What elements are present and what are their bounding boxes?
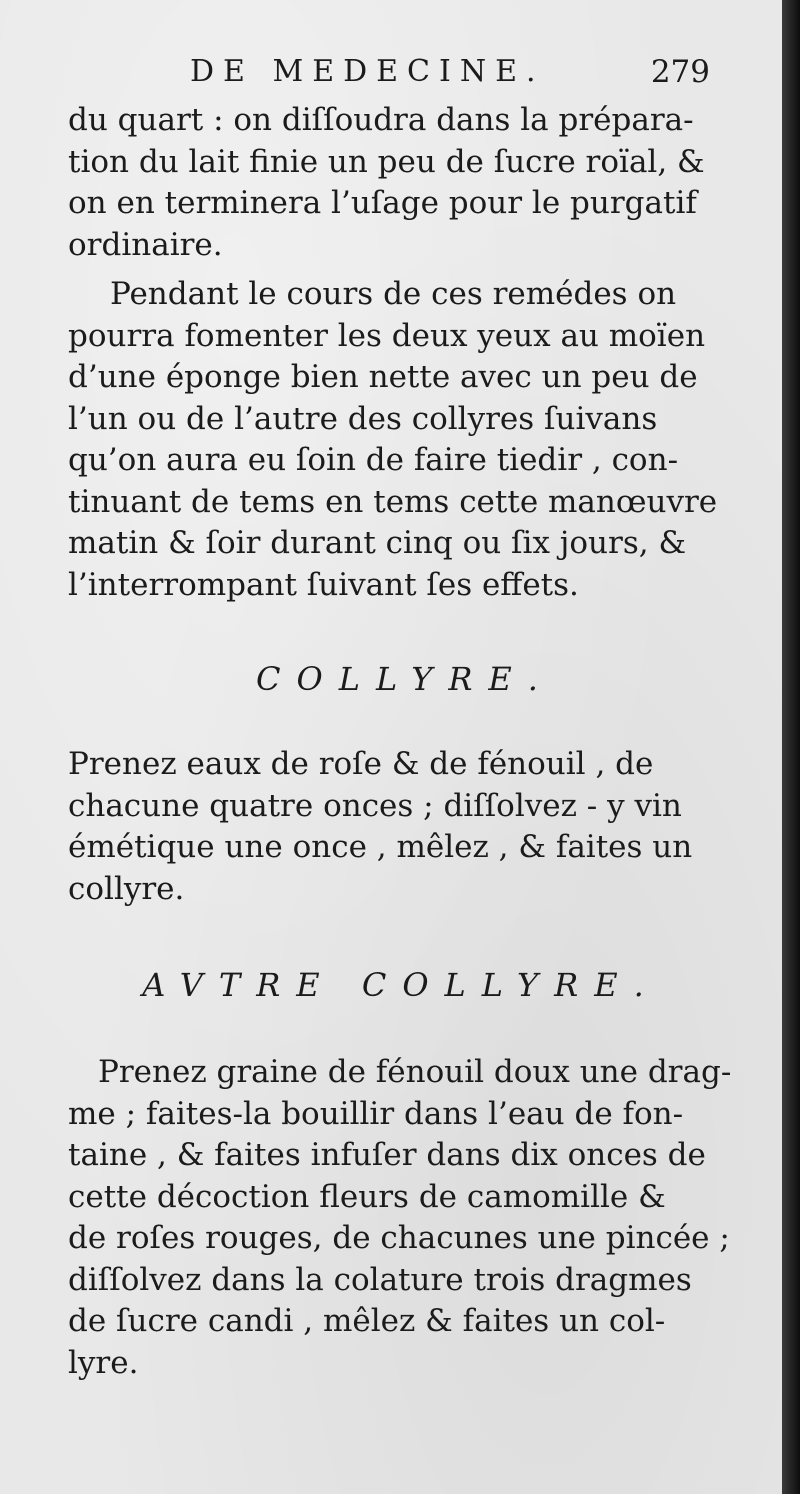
- paragraph-fomentation: [68, 274, 722, 606]
- text-line: du quart : on diſſoudra dans la prépara-: [68, 102, 694, 138]
- text-line: d’une éponge bien nette avec un peu de: [68, 359, 698, 395]
- paragraph-recipe-2: [68, 1052, 732, 1384]
- running-head: DE MEDECINE.: [190, 54, 545, 89]
- text-line: tinuant de tems en tems cette manœuvre: [68, 483, 718, 520]
- text-line: émétique une once , mêlez , & faites un: [68, 829, 693, 865]
- text-line: Prenez eaux de roſe & de fénouil , de: [68, 746, 654, 782]
- text-line: l’un ou de l’autre des collyres ſuivans: [68, 400, 658, 437]
- text-line: cette décoction fleurs de camomille &: [68, 1178, 666, 1215]
- page-text: [68, 52, 732, 1384]
- text-line: pourra fomenter les deux yeux au moïen: [68, 317, 706, 354]
- page-edge-shadow: [782, 0, 800, 1494]
- text-line: matin & ſoir durant cinq ou ſix jours, &: [68, 525, 687, 561]
- section-heading-collyre: COLLYRE.: [256, 660, 554, 698]
- text-line: de ſucre candi , mêlez & faites un col-: [68, 1303, 666, 1339]
- text-line: lyre.: [68, 1344, 139, 1381]
- text-line: de roſes rouges, de chacunes une pincée ;: [68, 1220, 730, 1256]
- text-line: Pendant le cours de ces remédes on: [110, 276, 677, 312]
- text-line: l’interrompant ſuivant ſes effets.: [68, 566, 579, 603]
- page-number: 279: [650, 54, 710, 90]
- text-line: on en terminera l’uſage pour le purgatif: [68, 185, 697, 221]
- text-line: collyre.: [68, 870, 185, 907]
- text-line: ordinaire.: [68, 226, 223, 263]
- paragraph-recipe-1: [68, 744, 722, 910]
- text-line: tion du lait finie un peu de ſucre roïal, &: [68, 143, 705, 180]
- text-line: diſſolvez dans la colature trois dragmes: [68, 1261, 692, 1298]
- section-heading-autre-collyre: AVTRE COLLYRE.: [142, 966, 660, 1004]
- text-line: qu’on aura eu ſoin de faire tiedir , con-: [68, 442, 679, 478]
- text-line: me ; faites-la bouillir dans l’eau de fon-: [68, 1095, 684, 1132]
- paragraph-continuation: [68, 100, 722, 266]
- text-line: chacune quatre onces ; diſſolvez - y vin: [68, 787, 682, 824]
- page-header: [68, 52, 722, 100]
- text-line: Prenez graine de fénouil doux une drag-: [98, 1054, 732, 1090]
- text-line: taine , & faites infuſer dans dix onces de: [68, 1137, 706, 1173]
